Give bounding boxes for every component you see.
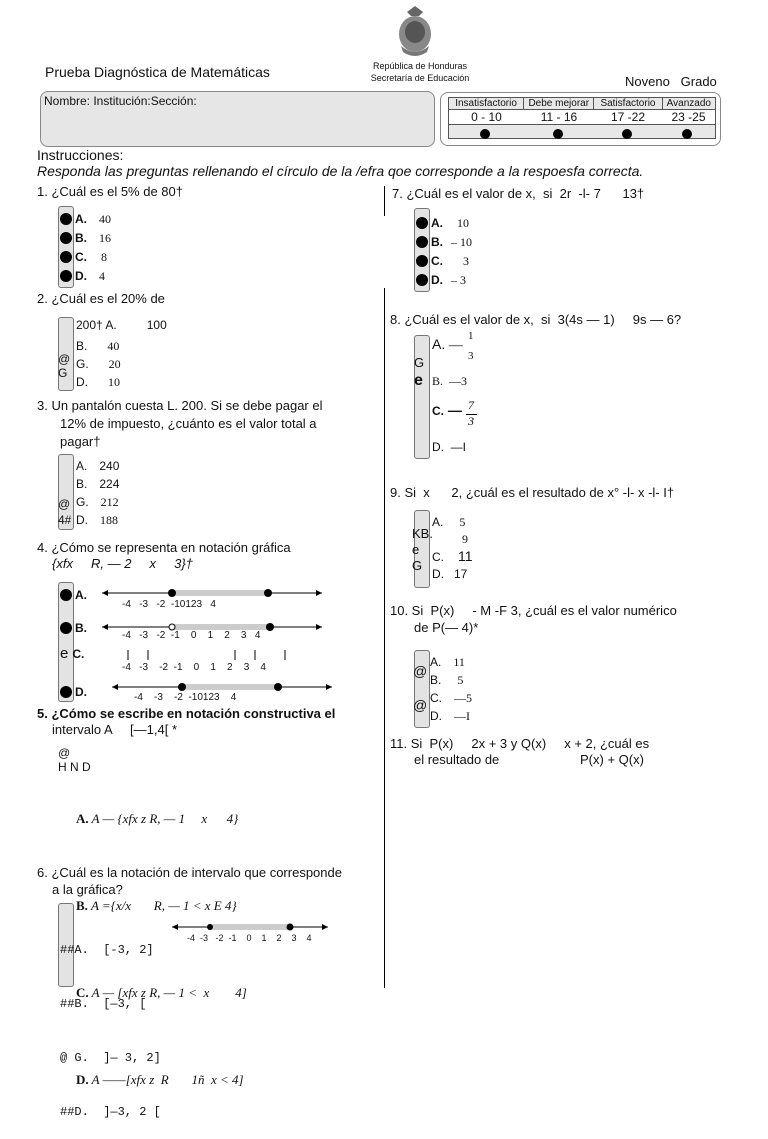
question-6-line: a la gráfica?: [52, 882, 123, 897]
answer-bubble[interactable]: [60, 686, 72, 698]
answer-bubble[interactable]: [60, 589, 72, 601]
question-1: 1. ¿Cuál es el 5% de 80†: [37, 184, 183, 199]
option-g[interactable]: G. 212: [76, 495, 119, 509]
question-10-line: 10. Si P(x) - M -F 3, ¿cuál es el valor numérico: [390, 603, 677, 618]
answer-bubble[interactable]: [416, 255, 428, 267]
answer-bubble[interactable]: [60, 251, 72, 263]
number-line-c: [100, 648, 325, 662]
number-line-a-ticks: -4 -3 -2 -10123 4: [122, 599, 216, 610]
column-divider: [384, 288, 385, 988]
q10-marks: @ @: [413, 663, 428, 713]
question-4-line: 4. ¿Cómo se representa en notación gráfica: [37, 540, 291, 555]
answer-bubble[interactable]: [60, 213, 72, 225]
option-d[interactable]: D. 10: [76, 375, 120, 389]
score-table: [440, 92, 721, 146]
question-3-line: 12% de impuesto, ¿cuánto es el valor total a: [60, 416, 317, 431]
option-d[interactable]: D. A ——[xfx z R 1ñ x < 4]: [76, 1072, 244, 1087]
option-a[interactable]: A. 11: [430, 655, 465, 669]
score-range: 0 - 10: [471, 110, 502, 124]
score-label: Insatisfactorio: [449, 98, 524, 109]
option-c[interactable]: C. 11: [432, 548, 473, 564]
q8-option-c[interactable]: C. — 7 3: [432, 402, 462, 420]
q8-option-d[interactable]: D. —I: [432, 440, 467, 454]
option-c[interactable]: C. —5: [430, 691, 472, 705]
number-line-q6: [170, 920, 330, 934]
question-9: 9. Si x 2, ¿cuál es el resultado de x° -l- x -l- I†: [390, 485, 675, 500]
question-11-expression: P(x) + Q(x): [580, 752, 644, 767]
score-range: 11 - 16: [540, 110, 578, 124]
option-a[interactable]: A. 40: [60, 210, 111, 229]
test-title: Prueba Diagnóstica de Matemáticas: [45, 64, 270, 80]
answer-bubble[interactable]: [60, 622, 72, 634]
option-b[interactable]: B. 16: [60, 229, 111, 248]
q7-options: [416, 214, 472, 290]
number-line-c-ticks: -4 -3 -2 -1 0 1 2 3 4: [122, 662, 266, 673]
q4-option-c[interactable]: e C.: [60, 645, 85, 662]
republic-label: República de Honduras: [372, 61, 468, 71]
option-a[interactable]: A. 5: [432, 515, 466, 529]
option-a[interactable]: A. A — {xfx z R, — 1 x 4}: [76, 811, 239, 826]
answer-bubble[interactable]: [60, 270, 72, 282]
question-4-set: {xfx R, — 2 x 3}†: [52, 556, 193, 571]
question-6-line: 6. ¿Cuál es la notación de intervalo que corresponde: [37, 865, 342, 880]
score-range: 17 -22: [610, 110, 646, 124]
q3-options: [76, 457, 119, 529]
option-d[interactable]: D. 188: [76, 513, 118, 527]
score-bubble[interactable]: [682, 129, 692, 139]
score-bubble[interactable]: [480, 129, 490, 139]
option-d[interactable]: D. – 3: [416, 271, 472, 290]
q4-option-d[interactable]: D.: [60, 683, 87, 701]
column-divider: [384, 186, 385, 216]
option-b[interactable]: 9: [462, 532, 468, 546]
score-label: Satisfactorio: [594, 98, 662, 109]
instructions-heading: Instrucciones:: [37, 147, 124, 163]
instructions-text: Responda las preguntas rellenando el círculo de la /efra qoe corresponde a la respoesfa correcta.: [37, 163, 644, 179]
option-g[interactable]: @ G. ]— 3, 2]: [60, 1051, 161, 1065]
option-d[interactable]: ##D. ]—3, 2 [: [60, 1105, 161, 1119]
question-10-line: de P(— 4)*: [414, 620, 479, 635]
question-3-line: 3. Un pantalón cuesta L. 200. Si se debe pagar el: [37, 398, 323, 413]
score-range: 23 -25: [671, 110, 706, 124]
q1-options: [60, 210, 111, 286]
answer-bubble[interactable]: [416, 274, 428, 286]
number-line-q6-ticks: -4 -3 -2 -1 0 1 2 3 4: [187, 933, 312, 943]
question-7: 7. ¿Cuál es el valor de x, si 2r -l- 7 13†: [392, 186, 645, 201]
option-c[interactable]: C. 3: [416, 252, 472, 271]
q8-marks: G e: [414, 355, 425, 389]
answer-bubble[interactable]: [60, 232, 72, 244]
option-d[interactable]: D. —I: [430, 709, 470, 723]
q2-marks: @ G: [58, 352, 71, 380]
option-b[interactable]: ##B. [—3, [: [60, 997, 147, 1011]
q4-option-a[interactable]: A.: [60, 586, 87, 604]
question-11-line: 11. Si P(x) 2x + 3 y Q(x) x + 2, ¿cuál es: [390, 736, 650, 751]
question-3-line: pagar†: [60, 434, 101, 449]
q6-options: [60, 905, 161, 1139]
grade-label: Noveno Grado: [625, 74, 717, 89]
name-label: Nombre: Institución:Sección:: [44, 94, 197, 108]
q4-option-b[interactable]: B.: [60, 619, 87, 637]
question-11-line: el resultado de: [414, 752, 500, 767]
answer-bubble[interactable]: [416, 217, 428, 229]
score-bubble[interactable]: [553, 129, 563, 139]
option-d[interactable]: D. 4: [60, 267, 111, 286]
q8-option-b[interactable]: B. —3: [432, 374, 468, 388]
option-b[interactable]: B. 224: [76, 477, 120, 491]
question-5-line: 5. ¿Cómo se escribe en notación constructiva el: [37, 706, 336, 721]
score-bubble[interactable]: [622, 129, 632, 139]
name-field[interactable]: [40, 91, 435, 147]
q8-option-a[interactable]: A. — 1 3: [432, 330, 474, 362]
number-line-a: [100, 586, 325, 600]
option-d[interactable]: D. 17: [432, 567, 468, 581]
question-2: 2. ¿Cuál es el 20% de: [37, 291, 165, 306]
option-a[interactable]: A. 240: [76, 459, 120, 473]
option-g[interactable]: G. 20: [76, 357, 121, 371]
q5-marks: @ H N D: [58, 746, 91, 774]
option-c[interactable]: C. A — [xfx z R, — 1 < x 4]: [76, 985, 247, 1000]
option-a[interactable]: ##A. [-3, 2]: [60, 943, 154, 957]
answer-bubble[interactable]: [416, 236, 428, 248]
q3-marks: @ 4#: [58, 497, 72, 527]
score-label: Avanzado: [666, 98, 711, 109]
question-8: 8. ¿Cuál es el valor de x, si 3(4s — 1) 9s — 6?: [390, 312, 682, 327]
score-header-row: [449, 98, 715, 110]
q10-options: [430, 653, 472, 725]
q9-marks: KB. e G: [412, 526, 433, 573]
option-b[interactable]: B. A ={x/x R, — 1 < x E 4}: [76, 898, 237, 913]
score-range-row: [449, 110, 715, 125]
score-bubble-row: [449, 125, 715, 138]
option-b[interactable]: B. 40: [76, 339, 120, 353]
number-line-b-ticks: -4 -3 -2 -1 0 1 2 3 4: [122, 630, 261, 641]
option-c[interactable]: C. 8: [60, 248, 111, 267]
secretary-label: Secretaría de Educación: [370, 73, 470, 83]
q9-options: [432, 514, 473, 583]
option-b[interactable]: B. 5: [430, 673, 464, 687]
score-label: Debe mejorar: [524, 98, 594, 109]
honduras-seal-icon: [393, 4, 437, 58]
option-b[interactable]: B. – 10: [416, 233, 472, 252]
question-5-interval: intervalo A [—1,4[ *: [52, 722, 178, 737]
number-line-d-ticks: -4 -3 -2 -10123 4: [134, 692, 237, 703]
q2-option-a[interactable]: 200† A. 100: [76, 318, 167, 332]
q2-options: [76, 337, 121, 391]
option-a[interactable]: A. 10: [416, 214, 472, 233]
